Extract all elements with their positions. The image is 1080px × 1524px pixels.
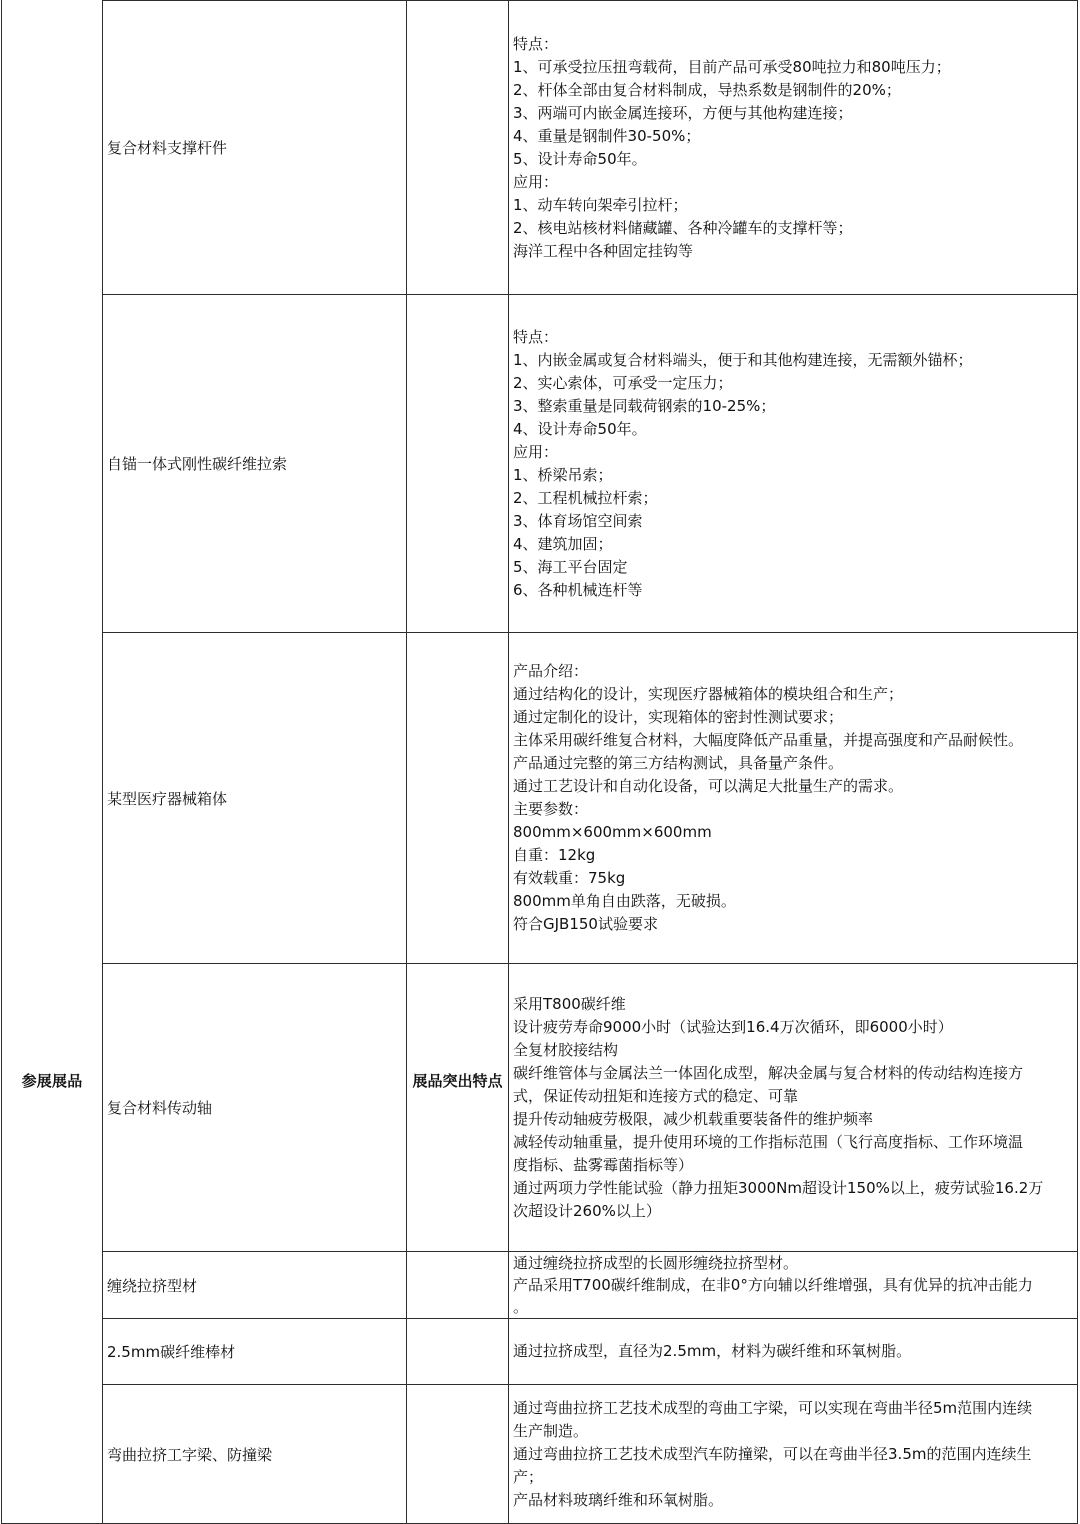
description-line: 6、各种机械连杆等 [513, 580, 643, 599]
description-line: 2、核电站核材料储藏罐、各种冷罐车的支撑杆等； [513, 218, 853, 237]
description-line: 通过定制化的设计，实现箱体的密封性测试要求； [513, 708, 844, 726]
description-line: 采用T800碳纤维 [513, 994, 626, 1013]
description-line: 通过两项力学性能试验（静力扭矩3000Nm超设计150%以上，疲劳试验16.2万 [513, 1178, 1044, 1197]
product-description [510, 1252, 1078, 1318]
description-line: 提升传动轴疲劳极限，减少机载重要装备件的维护频率 [513, 1109, 874, 1128]
product-name: 某型医疗器械箱体 [107, 789, 228, 808]
description-line: 产； [513, 1467, 544, 1486]
description-line: 5、设计寿命50年。 [513, 149, 647, 168]
table-divider-2 [406, 0, 407, 1524]
product-description [510, 1319, 1078, 1384]
description-line: 800mm×600mm×600mm [513, 823, 712, 841]
description-line: 次超设计260%以上） [513, 1201, 661, 1220]
description-line: 符合GJB150试验要求 [513, 915, 658, 933]
product-name: 复合材料支撑杆件 [107, 139, 228, 157]
description-line: 减轻传动轴重量，提升使用环境的工作指标范围（飞行高度指标、工作环境温 [513, 1132, 1024, 1151]
product-name: 缠绕拉挤型材 [107, 1276, 198, 1295]
description-line: 应用： [513, 172, 559, 191]
description-line: 设计疲劳寿命9000小时（试验达到16.4万次循环，即6000小时） [513, 1017, 953, 1036]
description-line: 有效载重：75kg [513, 869, 626, 887]
description-line: 4、重量是钢制件30-50%； [513, 126, 701, 145]
description-line: 产品介绍： [513, 662, 589, 680]
description-line: 通过工艺设计和自动化设备，可以满足大批量生产的需求。 [513, 777, 904, 795]
table-divider-1 [102, 0, 103, 1524]
description-line: 通过缠绕拉挤成型的长圆形缠绕拉挤型材。 [513, 1254, 799, 1272]
product-description [510, 964, 1078, 1251]
description-line: 5、海工平台固定 [513, 557, 628, 576]
description-line: 1、可承受拉压扭弯载荷，目前产品可承受80吨拉力和80吨压力； [513, 57, 951, 76]
description-line: 生产制造。 [513, 1421, 589, 1440]
description-line: 通过拉挤成型，直径为2.5mm，材料为碳纤维和环氧树脂。 [513, 1342, 912, 1360]
product-name: 2.5mm碳纤维棒材 [107, 1343, 236, 1361]
description-line: 主要参数： [513, 800, 589, 818]
description-line: 4、建筑加固； [513, 534, 613, 553]
description-line: 通过弯曲拉挤工艺技术成型汽车防撞梁，可以在弯曲半径3.5m的范围内连续生 [513, 1444, 1032, 1463]
description-line: 产品通过完整的第三方结构测试，具备量产条件。 [513, 754, 844, 772]
description-line: 3、整索重量是同载荷钢索的10-25%； [513, 396, 776, 415]
description-line: 式，保证传动扭矩和连接方式的稳定、可靠 [513, 1086, 799, 1105]
description-line: 特点： [513, 327, 559, 346]
product-name: 自锚一体式刚性碳纤维拉索 [107, 455, 288, 473]
product-name: 复合材料传动轴 [107, 1099, 213, 1117]
description-line: 产品材料玻璃纤维和环氧树脂。 [513, 1490, 724, 1509]
description-line: 4、设计寿命50年。 [513, 419, 647, 438]
highlights-label: 展品突出特点 [412, 1071, 503, 1090]
table-divider-3 [508, 0, 509, 1524]
description-line: 全复材胶接结构 [513, 1040, 619, 1059]
product-description [510, 1, 1078, 294]
description-line: 特点： [513, 34, 559, 53]
exhibits-label: 参展展品 [21, 1071, 83, 1090]
product-description [510, 633, 1078, 963]
description-line: 产品采用T700碳纤维制成，在非0°方向辅以纤维增强，具有优异的抗冲击能力 [513, 1276, 1033, 1294]
description-line: 自重：12kg [513, 846, 596, 864]
description-line: 3、体育场馆空间索 [513, 511, 643, 530]
description-line: 通过结构化的设计，实现医疗器械箱体的模块组合和生产； [513, 685, 904, 703]
description-line: 应用： [513, 442, 559, 461]
description-line: 度指标、盐雾霉菌指标等） [513, 1155, 694, 1174]
description-line: 通过弯曲拉挤工艺技术成型的弯曲工字梁，可以实现在弯曲半径5m范围内连续 [513, 1398, 1033, 1417]
description-line: 800mm单角自由跌落，无破损。 [513, 892, 736, 910]
description-line: 碳纤维管体与金属法兰一体固化成型，解决金属与复合材料的传动结构连接方 [513, 1063, 1024, 1082]
description-line: 2、杆体全部由复合材料制成，导热系数是钢制件的20%； [513, 80, 901, 99]
product-name: 弯曲拉挤工字梁、防撞梁 [107, 1445, 273, 1464]
description-line: 海洋工程中各种固定挂钩等 [513, 241, 694, 260]
description-line: 。 [513, 1298, 529, 1316]
product-description [510, 1385, 1078, 1523]
description-line: 1、桥梁吊索； [513, 465, 613, 484]
description-line: 2、工程机械拉杆索； [513, 488, 658, 507]
product-description [510, 295, 1078, 632]
description-line: 3、两端可内嵌金属连接环，方便与其他构建连接； [513, 103, 853, 122]
description-line: 2、实心索体，可承受一定压力； [513, 373, 733, 392]
description-line: 1、内嵌金属或复合材料端头，便于和其他构建连接，无需额外锚杯； [513, 350, 973, 369]
table-border-left [1, 0, 2, 1524]
description-line: 1、动车转向架牵引拉杆； [513, 195, 688, 214]
description-line: 主体采用碳纤维复合材料，大幅度降低产品重量，并提高强度和产品耐候性。 [513, 731, 1024, 749]
